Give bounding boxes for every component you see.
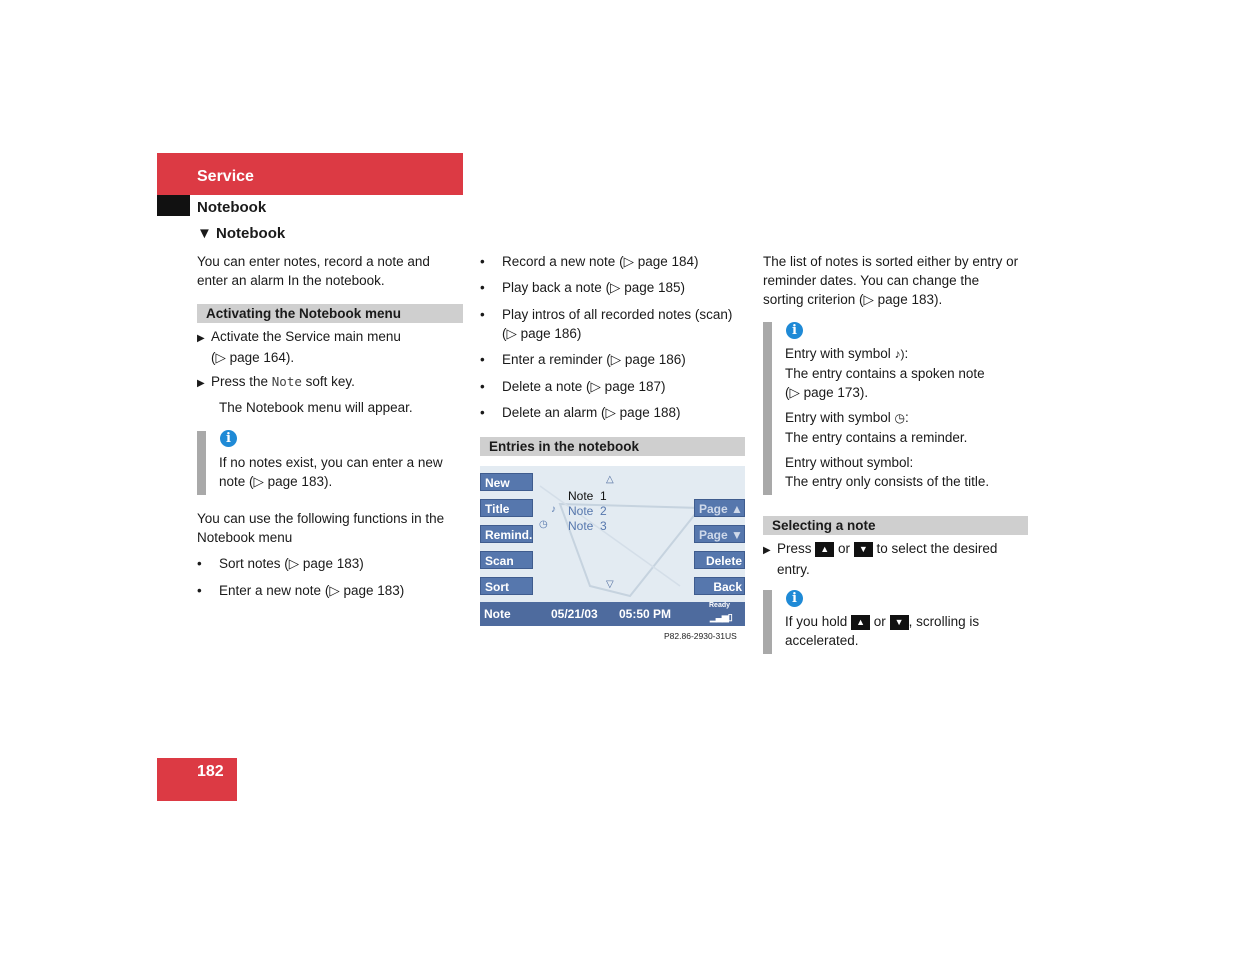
screen-button-page-up[interactable]: Page ▲ [694, 499, 745, 517]
step-arrow-icon: ▶ [197, 378, 205, 389]
spoken-note-icon: ♪) [894, 347, 905, 361]
status-date: 05/21/03 [551, 607, 598, 621]
screen-button-title[interactable]: Title [480, 499, 533, 517]
info-sidebar [763, 590, 772, 654]
status-ready: Ready [709, 602, 731, 609]
page-number: 182 [197, 763, 224, 780]
spoken-note-icon: ♪ [551, 504, 556, 515]
entries-heading: Entries in the notebook [480, 437, 745, 456]
info-icon: i [220, 430, 237, 447]
step-result: The Notebook menu will appear. [219, 400, 413, 415]
note-list-item[interactable]: Note 3 [568, 519, 607, 533]
note-list-item[interactable]: Note 2 [568, 504, 607, 518]
info-hold-scroll: If you hold ▲ or ▼ , scrolling is accelerated. [785, 614, 980, 648]
screen-button-sort[interactable]: Sort [480, 577, 533, 595]
info-sidebar [763, 322, 772, 495]
bullet-scan: • Play intros of all recorded notes (scan) (▷ page 186) [480, 307, 733, 341]
screen-button-back[interactable]: Back [694, 577, 745, 595]
reminder-clock-icon: ◷ [539, 519, 548, 530]
up-key-icon: ▲ [815, 542, 834, 557]
info-reminder-symbol: Entry with symbol ◷: The entry contains a reminder. [785, 410, 968, 445]
info-no-symbol: Entry without symbol: The entry only consists of the title. [785, 455, 990, 489]
down-key-icon: ▼ [854, 542, 873, 557]
step-activate: ▶ Activate the Service main menu (▷ page 164). [197, 329, 401, 365]
info-spoken-symbol: Entry with symbol ♪): The entry contains a spoken note (▷ page 173). [785, 346, 985, 400]
bullet-sort-notes: • Sort notes (▷ page 183) [197, 556, 364, 571]
scroll-up-icon[interactable]: △ [606, 474, 614, 485]
bullet-enter-note: • Enter a new note (▷ page 183) [197, 583, 405, 598]
subsection-marker-icon: ▼ [197, 225, 212, 242]
step-arrow-icon: ▶ [197, 333, 205, 344]
screen-button-delete[interactable]: Delete [694, 551, 745, 569]
chapter-tab-marker [157, 195, 190, 216]
selecting-note-heading: Selecting a note [763, 516, 1028, 535]
scroll-down-icon[interactable]: ▽ [606, 579, 614, 590]
screen-button-page-down[interactable]: Page ▼ [694, 525, 745, 543]
bullet-delete-note: • Delete a note (▷ page 187) [480, 379, 666, 394]
functions-intro: You can use the following functions in the Notebook menu [197, 511, 445, 545]
figure-caption: P82.86-2930-31US [664, 631, 737, 641]
sorting-text: The list of notes is sorted either by entry or reminder dates. You can change the sorting criterion (▷ page 183). [763, 254, 1019, 307]
step-arrow-icon: ▶ [763, 545, 771, 556]
bullet-record: • Record a new note (▷ page 184) [480, 254, 699, 269]
activating-menu-heading: Activating the Notebook menu [197, 304, 463, 323]
bullet-delete-alarm: • Delete an alarm (▷ page 188) [480, 405, 681, 420]
status-label: Note [484, 607, 511, 621]
notebook-screen [480, 466, 745, 626]
step-press-note: ▶ Press the Note soft key. [197, 372, 355, 393]
bullet-playback: • Play back a note (▷ page 185) [480, 280, 685, 295]
status-time: 05:50 PM [619, 607, 672, 621]
info-icon: i [786, 590, 803, 607]
screen-status-bar [480, 602, 745, 626]
screen-button-scan[interactable]: Scan [480, 551, 533, 569]
step-select-entry: ▶ Press ▲ or ▼ to select the desired entry. [763, 541, 998, 577]
info-no-notes: If no notes exist, you can enter a new note (▷ page 183). [219, 455, 443, 489]
info-icon: i [786, 322, 803, 339]
screen-button-remind[interactable]: Remind. [480, 525, 533, 543]
subsection-title: ▼ Notebook [197, 225, 286, 242]
section-title: Service [197, 168, 254, 185]
up-key-icon: ▲ [851, 615, 870, 630]
intro-text: You can enter notes, record a note and enter an alarm In the notebook. [197, 254, 430, 288]
chapter-title: Notebook [197, 199, 267, 216]
down-key-icon: ▼ [890, 615, 909, 630]
signal-strength-icon: ▁▃▅▯ [710, 612, 732, 622]
reminder-clock-icon: ◷ [894, 411, 906, 425]
info-sidebar [197, 431, 206, 495]
bullet-reminder: • Enter a reminder (▷ page 186) [480, 352, 686, 367]
note-list-item[interactable]: Note 1 [568, 489, 607, 503]
screen-button-new[interactable]: New [480, 473, 533, 491]
note-softkey-label: Note [271, 374, 302, 389]
